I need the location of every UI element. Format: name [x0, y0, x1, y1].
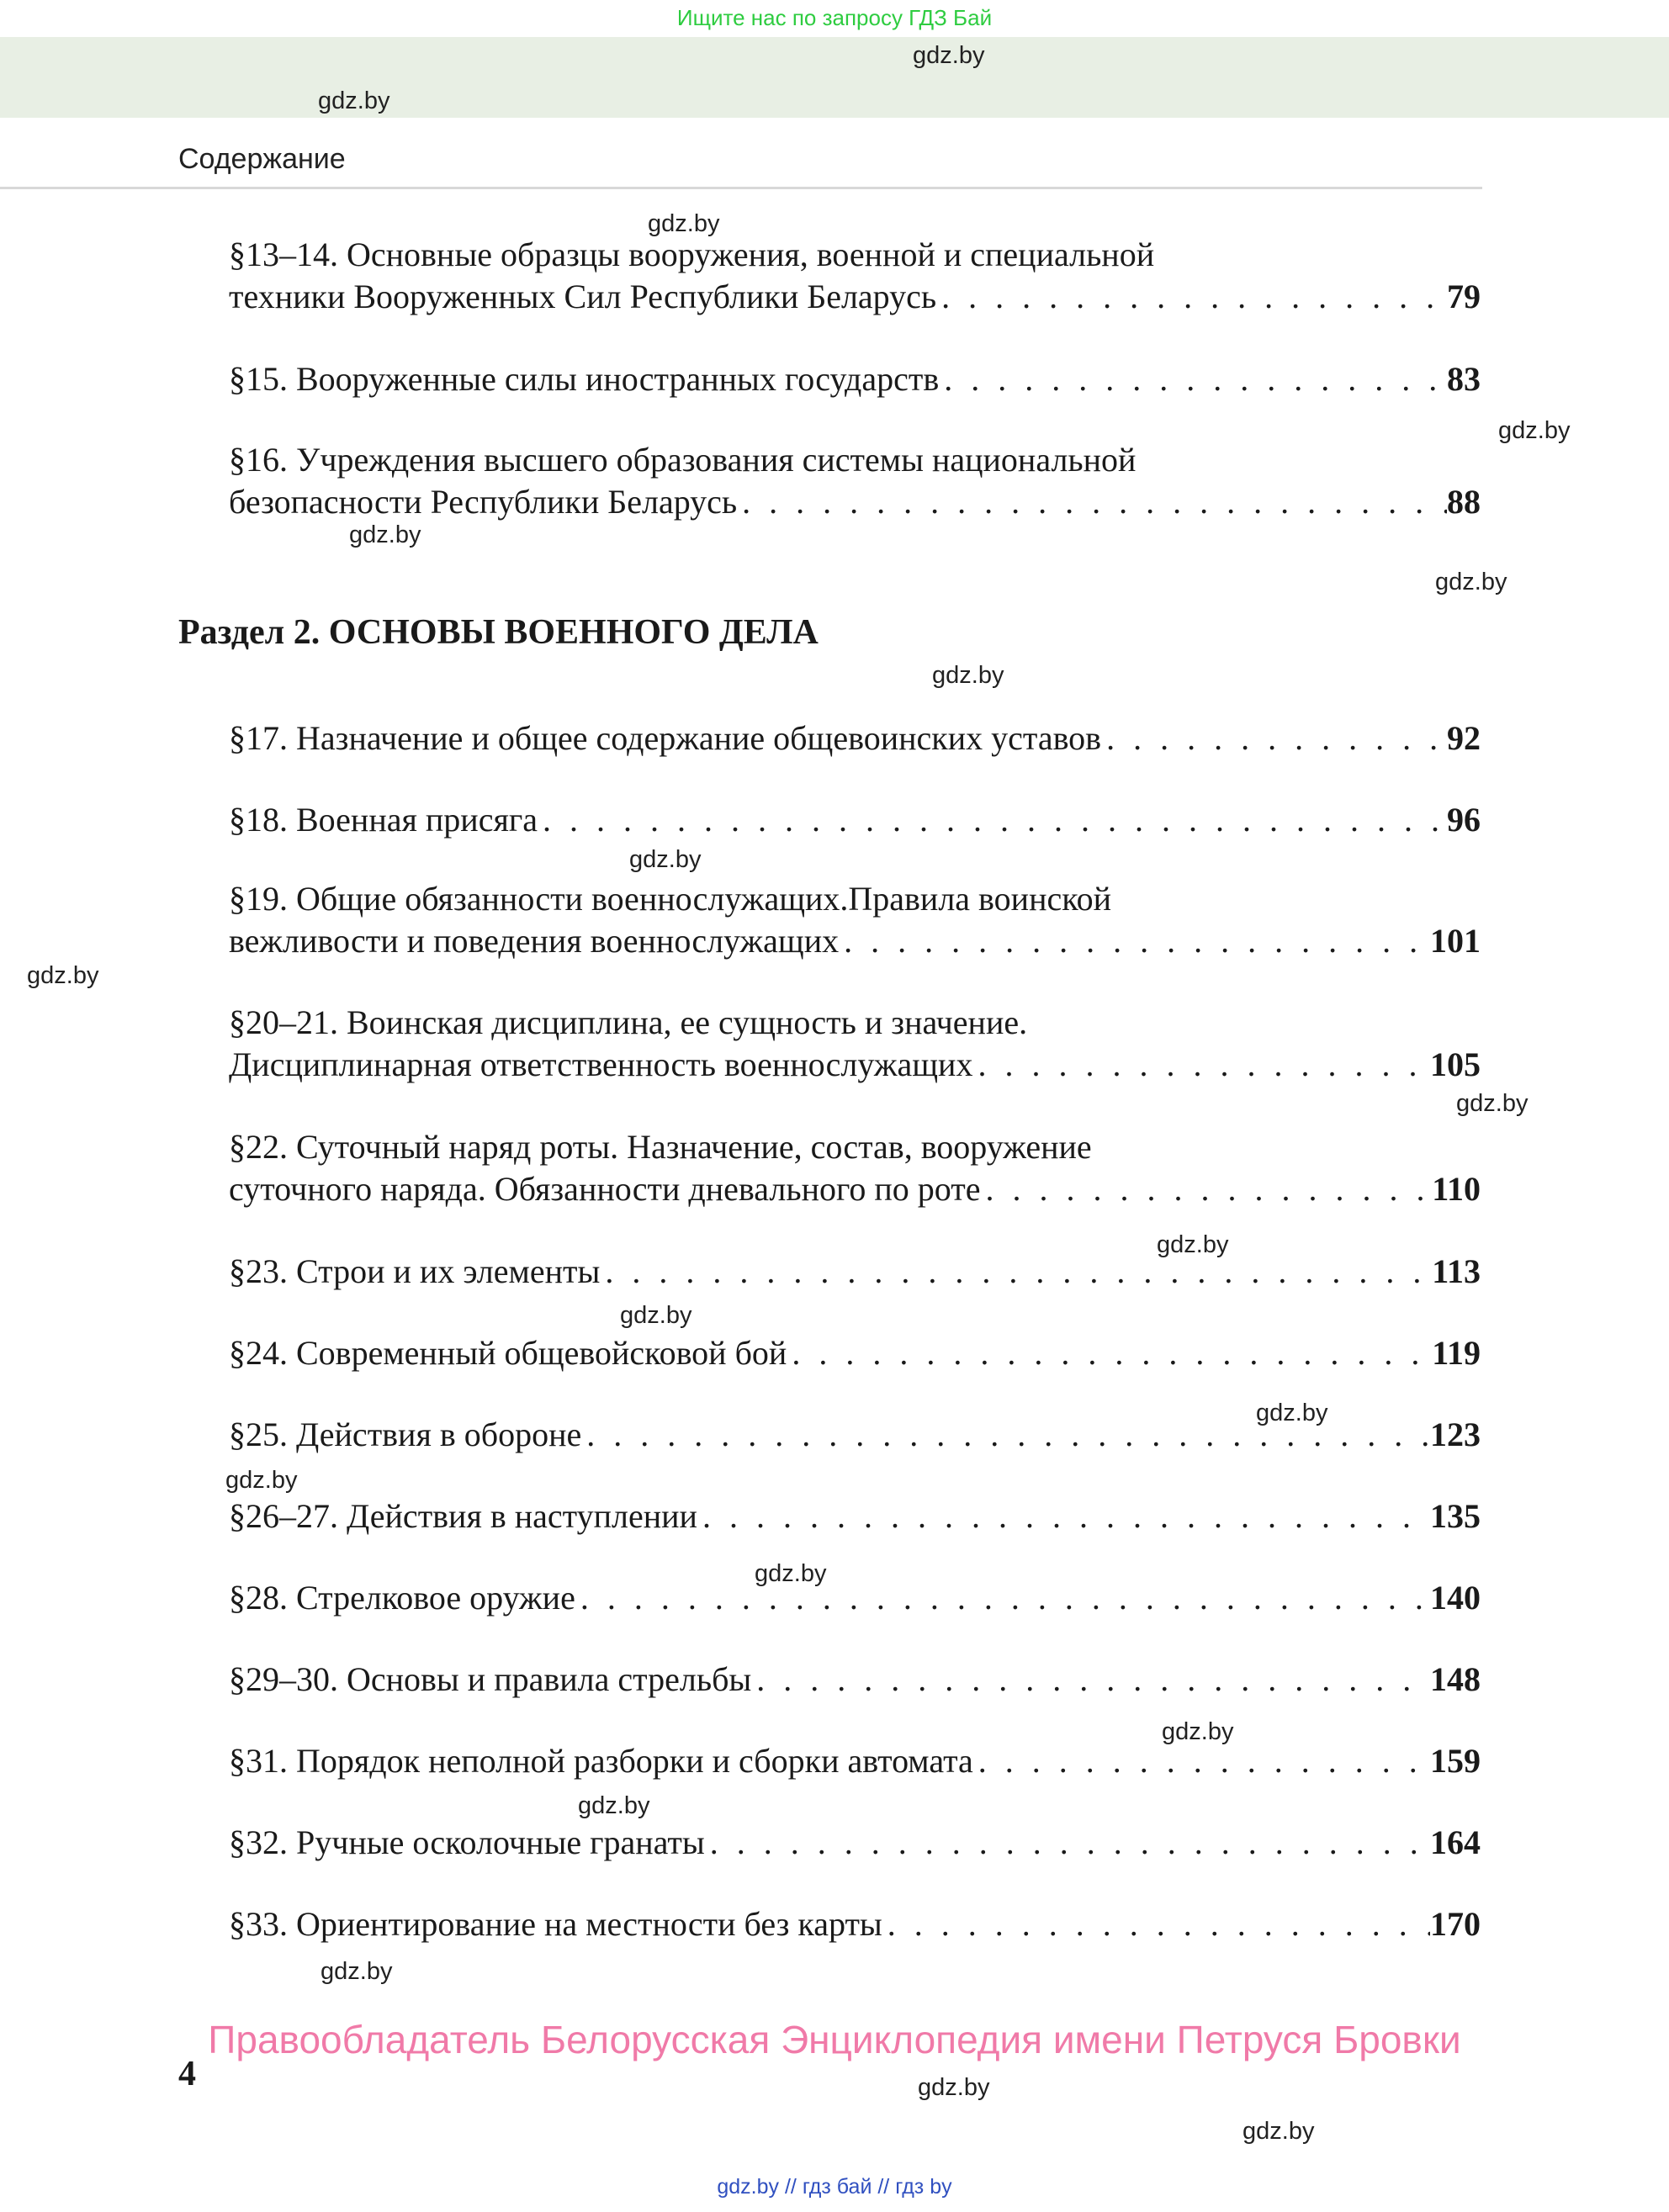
toc-entry-line — [229, 1659, 1481, 1701]
toc-entry-line — [229, 717, 1481, 759]
toc-leader-dots — [973, 1740, 1430, 1782]
toc-entry-title: §13–14. Основные образцы вооружения, военной и специальной — [229, 235, 1155, 273]
toc-leader-dots — [936, 276, 1447, 318]
header-divider — [0, 187, 1482, 189]
page-number: 4 — [178, 2055, 196, 2093]
toc-entry[interactable] — [229, 439, 1481, 523]
toc-entry-title: §22. Суточный наряд роты. Назначение, состав, вооружение — [229, 1128, 1092, 1166]
toc-entry[interactable] — [229, 234, 1481, 318]
watermark-text: gdz.by — [318, 87, 390, 114]
toc-entry-line — [229, 878, 1481, 920]
toc-leader-dots — [1101, 717, 1447, 759]
toc-page-number: 119 — [1432, 1334, 1481, 1372]
watermark-text: gdz.by — [1157, 1231, 1229, 1258]
toc-entry-line — [229, 1002, 1481, 1044]
toc-page-number: 110 — [1432, 1170, 1481, 1208]
watermark-text: gdz.by — [1498, 417, 1571, 444]
watermark-text: gdz.by — [755, 1560, 827, 1587]
watermark-text: gdz.by — [1162, 1718, 1234, 1745]
footer-links[interactable]: gdz.by // гдз бай // гдз by — [717, 2175, 952, 2199]
toc-entry[interactable] — [229, 717, 1481, 759]
toc-entry-title: §17. Назначение и общее содержание общевоинских уставов — [229, 719, 1102, 757]
toc-page-number: 123 — [1430, 1416, 1481, 1453]
toc-entry-line — [229, 1740, 1481, 1782]
toc-entry-title: §16. Учреждения высшего образования системы национальной — [229, 441, 1137, 479]
toc-leader-dots — [737, 481, 1447, 523]
watermark-text: gdz.by — [620, 1302, 692, 1329]
toc-entry[interactable] — [229, 1659, 1481, 1701]
toc-entry-line — [229, 1251, 1481, 1293]
toc-page-number: 164 — [1430, 1823, 1481, 1861]
toc-entry[interactable] — [229, 1126, 1481, 1210]
toc-entry-line — [229, 1332, 1481, 1374]
toc-page-number: 101 — [1430, 922, 1481, 960]
watermark-text: gdz.by — [321, 1958, 393, 1985]
watermark-text: gdz.by — [648, 210, 720, 237]
toc-entry-line — [229, 276, 1481, 318]
toc-entry[interactable] — [229, 1251, 1481, 1293]
toc-entry-title: техники Вооруженных Сил Республики Беларусь — [229, 278, 937, 315]
watermark-text: gdz.by — [1256, 1400, 1328, 1426]
toc-leader-dots — [882, 1903, 1430, 1945]
toc-entry-title: §15. Вооруженные силы иностранных государств — [229, 360, 940, 398]
toc-entry-title: §32. Ручные осколочные гранаты — [229, 1823, 705, 1861]
toc-leader-dots — [538, 799, 1447, 841]
toc-entry-line — [229, 1495, 1481, 1537]
toc-page-number: 92 — [1447, 719, 1481, 757]
toc-entry[interactable] — [229, 358, 1481, 400]
toc-page-number: 159 — [1430, 1742, 1481, 1780]
toc-page-number: 170 — [1430, 1905, 1481, 1943]
toc-entry[interactable] — [229, 878, 1481, 962]
toc-entry-title: §18. Военная присяга — [229, 801, 538, 839]
toc-leader-dots — [705, 1822, 1430, 1864]
watermark-text: gdz.by — [1435, 569, 1507, 595]
watermark-text: gdz.by — [918, 2074, 990, 2101]
toc-entry[interactable] — [229, 1002, 1481, 1086]
toc-page-number: 135 — [1430, 1497, 1481, 1535]
toc-leader-dots — [981, 1168, 1433, 1210]
toc-leader-dots — [839, 920, 1430, 962]
toc-entry-line — [229, 920, 1481, 962]
toc-page-number: 83 — [1447, 360, 1481, 398]
toc-entry-line — [229, 1577, 1481, 1619]
toc-entry-line — [229, 1822, 1481, 1864]
toc-entry-title: §31. Порядок неполной разборки и сборки автомата — [229, 1742, 973, 1780]
toc-entry[interactable] — [229, 1495, 1481, 1537]
top-banner[interactable]: Ищите нас по запросу ГДЗ Бай — [676, 5, 993, 30]
toc-entry-line — [229, 358, 1481, 400]
toc-entry-title: §26–27. Действия в наступлении — [229, 1497, 697, 1535]
copyright-notice: Правообладатель Белорусская Энциклопедия имени Петруся Бровки — [208, 2018, 1461, 2061]
toc-entry-line — [229, 1044, 1481, 1086]
toc-entry[interactable] — [229, 1822, 1481, 1864]
toc-entry-line — [229, 439, 1481, 481]
toc-entry[interactable] — [229, 1332, 1481, 1374]
toc-leader-dots — [600, 1251, 1432, 1293]
toc-entry[interactable] — [229, 1903, 1481, 1945]
toc-entry[interactable] — [229, 799, 1481, 841]
watermark-text: gdz.by — [349, 521, 421, 548]
watermark-text: gdz.by — [913, 42, 985, 69]
toc-entry-title: §25. Действия в обороне — [229, 1416, 582, 1453]
toc-entry[interactable] — [229, 1577, 1481, 1619]
toc-entry-title: §19. Общие обязанности военнослужащих.Правила воинской — [229, 880, 1112, 918]
toc-entry-title: §24. Современный общевойсковой бой — [229, 1334, 787, 1372]
toc-page-number: 79 — [1447, 278, 1481, 315]
toc-page-number: 96 — [1447, 801, 1481, 839]
toc-entry-line — [229, 1903, 1481, 1945]
watermark-text: gdz.by — [27, 962, 99, 989]
toc-entry-line — [229, 1168, 1481, 1210]
watermark-text: gdz.by — [629, 846, 702, 873]
toc-leader-dots — [939, 358, 1447, 400]
toc-entry-title: суточного наряда. Обязанности дневального по роте — [229, 1170, 981, 1208]
toc-leader-dots — [697, 1495, 1430, 1537]
toc-entry-title: §20–21. Воинская дисциплина, ее сущность и значение. — [229, 1003, 1028, 1041]
watermark-text: gdz.by — [1456, 1090, 1529, 1117]
toc-entry[interactable] — [229, 1740, 1481, 1782]
toc-entry-line — [229, 234, 1481, 276]
toc-page-number: 148 — [1430, 1660, 1481, 1698]
section-heading: Раздел 2. ОСНОВЫ ВОЕННОГО ДЕЛА — [178, 613, 819, 652]
toc-page-number: 88 — [1447, 483, 1481, 521]
header-title: Содержание — [178, 143, 346, 175]
toc-leader-dots — [751, 1659, 1430, 1701]
toc-entry-title: безопасности Республики Беларусь — [229, 483, 738, 521]
toc-entry-title: §28. Стрелковое оружие — [229, 1579, 575, 1617]
toc-leader-dots — [972, 1044, 1430, 1086]
toc-entry-title: §29–30. Основы и правила стрельбы — [229, 1660, 752, 1698]
header-band — [0, 37, 1669, 118]
toc-entry-line — [229, 1126, 1481, 1168]
toc-leader-dots — [787, 1332, 1432, 1374]
watermark-text: gdz.by — [578, 1792, 650, 1819]
toc-entry-title: Дисциплинарная ответственность военнослужащих — [229, 1045, 973, 1083]
watermark-text: gdz.by — [225, 1467, 298, 1494]
watermark-text: gdz.by — [1242, 2118, 1315, 2145]
toc-entry-title: §23. Строи и их элементы — [229, 1252, 601, 1290]
toc-page-number: 105 — [1430, 1045, 1481, 1083]
toc-page-number: 140 — [1430, 1579, 1481, 1617]
toc-page-number: 113 — [1432, 1252, 1481, 1290]
toc-entry-title: вежливости и поведения военнослужащих — [229, 922, 840, 960]
toc-entry-line — [229, 481, 1481, 523]
toc-leader-dots — [575, 1577, 1430, 1619]
toc-entry-line — [229, 799, 1481, 841]
watermark-text: gdz.by — [932, 662, 1004, 689]
toc-entry-title: §33. Ориентирование на местности без карты — [229, 1905, 882, 1943]
